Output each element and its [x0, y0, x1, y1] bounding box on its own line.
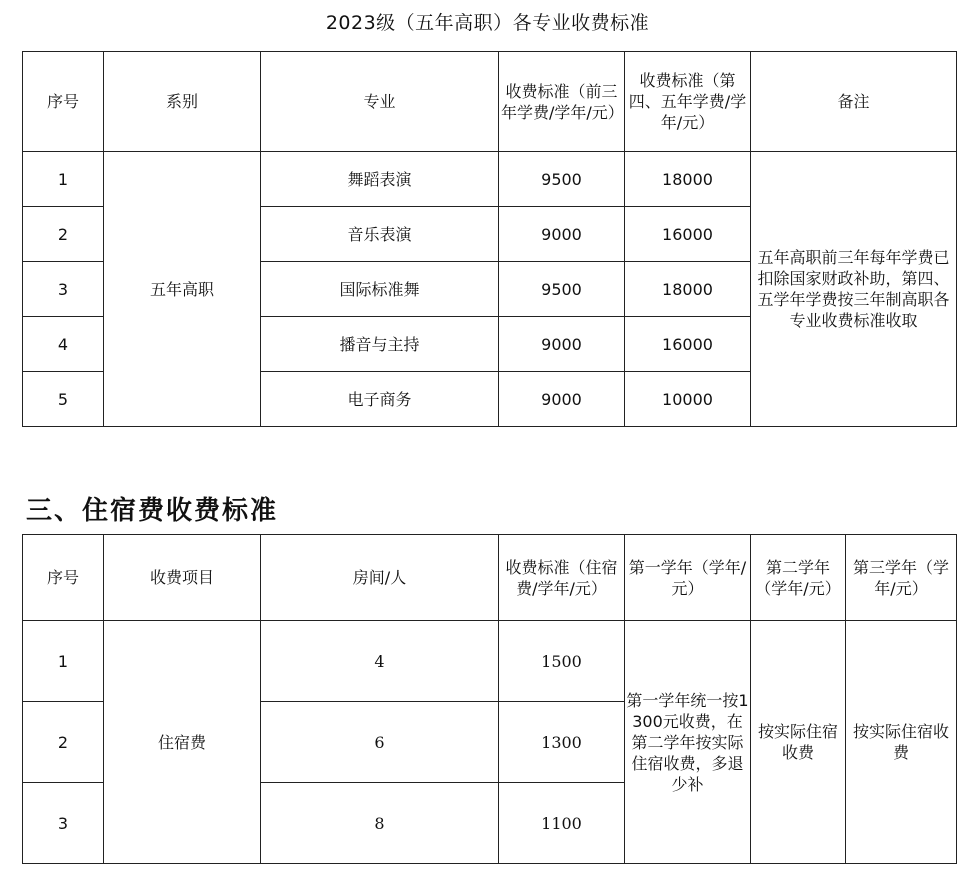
fee-cell: 1300	[499, 702, 625, 783]
remarks-cell: 五年高职前三年每年学费已扣除国家财政补助，第四、五学年学费按三年制高职各专业收费标准收取	[751, 152, 957, 427]
second-year-note: 按实际住宿收费	[751, 621, 846, 864]
header-third-year: 第三学年（学年/元）	[846, 535, 957, 621]
row-no: 1	[23, 621, 104, 702]
header-fee-fourth-fifth-years: 收费标准（第四、五年学费/学年/元）	[625, 52, 751, 152]
row-no: 5	[23, 372, 104, 427]
tuition-fee-table	[22, 51, 957, 427]
fee-item-cell: 住宿费	[104, 621, 261, 864]
header-department: 系别	[104, 52, 261, 152]
accommodation-fee-table	[22, 534, 957, 864]
major-cell: 舞蹈表演	[261, 152, 499, 207]
header-no: 序号	[23, 52, 104, 152]
row-no: 3	[23, 262, 104, 317]
major-cell: 国际标准舞	[261, 262, 499, 317]
section-heading: 三、住宿费收费标准	[26, 496, 279, 526]
row-no: 3	[23, 783, 104, 864]
row-no: 2	[23, 207, 104, 262]
fee-second-cell: 10000	[625, 372, 751, 427]
fee-first-cell: 9500	[499, 262, 625, 317]
header-second-year: 第二学年（学年/元）	[751, 535, 846, 621]
fee-cell: 1100	[499, 783, 625, 864]
fee-second-cell: 16000	[625, 317, 751, 372]
room-cell: 8	[261, 783, 499, 864]
header-fee-standard: 收费标准（住宿费/学年/元）	[499, 535, 625, 621]
header-fee-first-three-years: 收费标准（前三年学费/学年/元）	[499, 52, 625, 152]
fee-second-cell: 16000	[625, 207, 751, 262]
room-cell: 4	[261, 621, 499, 702]
header-major: 专业	[261, 52, 499, 152]
header-remarks: 备注	[751, 52, 957, 152]
row-no: 2	[23, 702, 104, 783]
room-cell: 6	[261, 702, 499, 783]
table-row	[23, 621, 957, 702]
fee-second-cell: 18000	[625, 152, 751, 207]
table-header-row	[23, 535, 957, 621]
table-row	[23, 152, 957, 207]
row-no: 1	[23, 152, 104, 207]
major-cell: 播音与主持	[261, 317, 499, 372]
row-no: 4	[23, 317, 104, 372]
department-cell: 五年高职	[104, 152, 261, 427]
fee-second-cell: 18000	[625, 262, 751, 317]
fee-cell: 1500	[499, 621, 625, 702]
major-cell: 电子商务	[261, 372, 499, 427]
first-year-note: 第一学年统一按1300元收费，在第二学年按实际住宿收费，多退少补	[625, 621, 751, 864]
header-first-year: 第一学年（学年/元）	[625, 535, 751, 621]
header-no: 序号	[23, 535, 104, 621]
major-cell: 音乐表演	[261, 207, 499, 262]
fee-first-cell: 9000	[499, 317, 625, 372]
fee-first-cell: 9500	[499, 152, 625, 207]
header-item: 收费项目	[104, 535, 261, 621]
fee-first-cell: 9000	[499, 372, 625, 427]
header-room: 房间/人	[261, 535, 499, 621]
fee-first-cell: 9000	[499, 207, 625, 262]
table-header-row	[23, 52, 957, 152]
fee-table-title: 2023级（五年高职）各专业收费标准	[325, 12, 650, 34]
third-year-note: 按实际住宿收费	[846, 621, 957, 864]
